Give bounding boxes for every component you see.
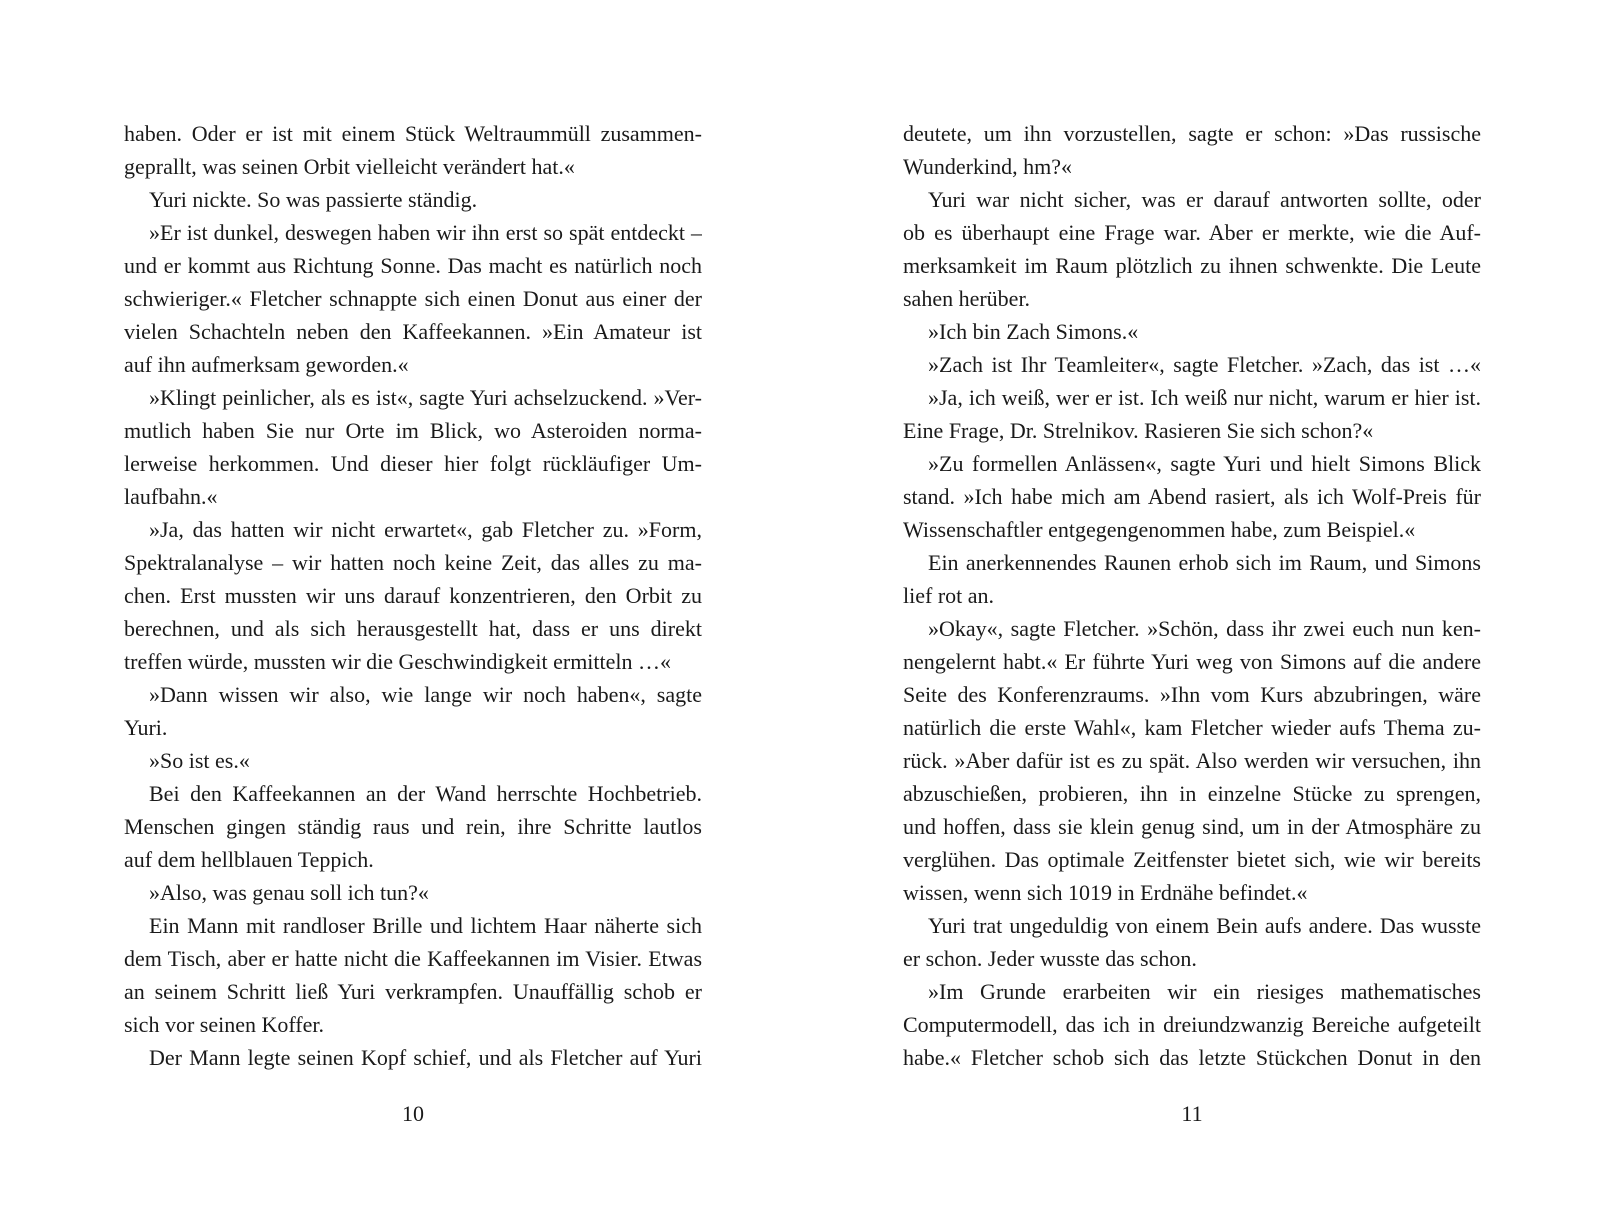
- text-line: wissen, wenn sich 1019 in Erdnähe befindet.«: [903, 880, 1308, 905]
- text-line: sahen herüber.: [903, 286, 1031, 311]
- text-line: »Ja, das hatten wir nicht erwartet«, gab Fletcher zu. »Form,: [149, 517, 702, 542]
- text-line: ob es überhaupt eine Frage war. Aber er merkte, wie die Auf-: [903, 220, 1481, 245]
- text-line: Computermodell, das ich in dreiundzwanzig Bereiche aufgeteilt: [903, 1012, 1481, 1037]
- text-line: Spektralanalyse – wir hatten noch keine Zeit, das alles zu ma-: [124, 550, 702, 575]
- text-line: lief rot an.: [903, 583, 995, 608]
- text-line: Wissenschaftler entgegengenommen habe, zum Beispiel.«: [903, 517, 1416, 542]
- text-line: auf ihn aufmerksam geworden.«: [124, 352, 409, 377]
- text-line: verglühen. Das optimale Zeitfenster bietet sich, wie wir bereits: [903, 847, 1481, 872]
- text-line: mutlich haben Sie nur Orte im Blick, wo Asteroiden norma-: [124, 418, 702, 443]
- text-line: Yuri trat ungeduldig von einem Bein aufs andere. Das wusste: [928, 913, 1481, 938]
- text-line: dem Tisch, aber er hatte nicht die Kaffeekannen im Visier. Etwas: [124, 946, 702, 971]
- text-line: »Zu formellen Anlässen«, sagte Yuri und hielt Simons Blick: [928, 451, 1481, 476]
- text-line: »Ja, ich weiß, wer er ist. Ich weiß nur nicht, warum er hier ist.: [928, 385, 1481, 410]
- text-line: Seite des Konferenzraums. »Ihn vom Kurs abzubringen, wäre: [903, 682, 1481, 707]
- text-line: merksamkeit im Raum plötzlich zu ihnen schwenkte. Die Leute: [903, 253, 1481, 278]
- text-line: Bei den Kaffeekannen an der Wand herrschte Hochbetrieb.: [149, 781, 702, 806]
- text-line: Der Mann legte seinen Kopf schief, und als Fletcher auf Yuri: [149, 1045, 702, 1070]
- text-line: und er kommt aus Richtung Sonne. Das macht es natürlich noch: [124, 253, 702, 278]
- text-line: chen. Erst mussten wir uns darauf konzentrieren, den Orbit zu: [124, 583, 702, 608]
- text-line: Menschen gingen ständig raus und rein, ihre Schritte lautlos: [124, 814, 702, 839]
- text-line: nengelernt habt.« Er führte Yuri weg von Simons auf die andere: [903, 649, 1481, 674]
- text-line: stand. »Ich habe mich am Abend rasiert, als ich Wolf-Preis für: [903, 484, 1481, 509]
- left-page-body: [124, 117, 702, 1074]
- text-line: berechnen, und als sich herausgestellt hat, dass er uns direkt: [124, 616, 702, 641]
- text-line: Eine Frage, Dr. Strelnikov. Rasieren Sie sich schon?«: [903, 418, 1374, 443]
- text-line: er schon. Jeder wusste das schon.: [903, 946, 1197, 971]
- text-line: deutete, um ihn vorzustellen, sagte er schon: »Das russische: [903, 121, 1481, 146]
- text-line: rück. »Aber dafür ist es zu spät. Also werden wir versuchen, ihn: [903, 748, 1481, 773]
- text-line: »Okay«, sagte Fletcher. »Schön, dass ihr zwei euch nun ken-: [928, 616, 1481, 641]
- text-line: »Er ist dunkel, deswegen haben wir ihn erst so spät entdeckt –: [149, 220, 702, 245]
- text-line: »Zach ist Ihr Teamleiter«, sagte Fletcher. »Zach, das ist …«: [928, 352, 1481, 377]
- text-line: habe.« Fletcher schob sich das letzte Stückchen Donut in den: [903, 1045, 1481, 1070]
- text-line: auf dem hellblauen Teppich.: [124, 847, 374, 872]
- text-line: »Dann wissen wir also, wie lange wir noch haben«, sagte: [149, 682, 702, 707]
- text-line: Wunderkind, hm?«: [903, 154, 1072, 179]
- text-line: Yuri.: [124, 715, 168, 740]
- text-line: haben. Oder er ist mit einem Stück Weltraummüll zusammen-: [124, 121, 702, 146]
- text-line: abzuschießen, probieren, ihn in einzelne Stücke zu sprengen,: [903, 781, 1481, 806]
- text-line: vielen Schachteln neben den Kaffeekannen. »Ein Amateur ist: [124, 319, 702, 344]
- text-line: lerweise herkommen. Und dieser hier folgt rückläufiger Um-: [124, 451, 702, 476]
- text-line: Ein Mann mit randloser Brille und lichtem Haar näherte sich: [149, 913, 702, 938]
- text-line: Ein anerkennendes Raunen erhob sich im Raum, und Simons: [928, 550, 1481, 575]
- text-line: sich vor seinen Koffer.: [124, 1012, 324, 1037]
- page-number-right: 11: [1181, 1101, 1203, 1126]
- text-line: und hoffen, dass sie klein genug sind, um in der Atmosphäre zu: [903, 814, 1481, 839]
- page-number-left: 10: [402, 1101, 424, 1126]
- text-line: »So ist es.«: [149, 748, 250, 773]
- text-line: laufbahn.«: [124, 484, 218, 509]
- text-line: »Im Grunde erarbeiten wir ein riesiges mathematisches: [928, 979, 1481, 1004]
- text-line: an seinem Schritt ließ Yuri verkrampfen. Unauffällig schob er: [124, 979, 702, 1004]
- text-line: treffen würde, mussten wir die Geschwindigkeit ermitteln …«: [124, 649, 672, 674]
- text-line: Yuri nickte. So was passierte ständig.: [149, 187, 478, 212]
- text-line: Yuri war nicht sicher, was er darauf antworten sollte, oder: [928, 187, 1481, 212]
- text-line: »Also, was genau soll ich tun?«: [149, 880, 429, 905]
- text-line: »Klingt peinlicher, als es ist«, sagte Yuri achselzuckend. »Ver-: [149, 385, 702, 410]
- text-line: schwieriger.« Fletcher schnappte sich einen Donut aus einer der: [124, 286, 702, 311]
- text-line: geprallt, was seinen Orbit vielleicht verändert hat.«: [124, 154, 575, 179]
- text-line: »Ich bin Zach Simons.«: [928, 319, 1139, 344]
- right-page-body: [903, 117, 1481, 1074]
- text-line: natürlich die erste Wahl«, kam Fletcher wieder aufs Thema zu-: [903, 715, 1481, 740]
